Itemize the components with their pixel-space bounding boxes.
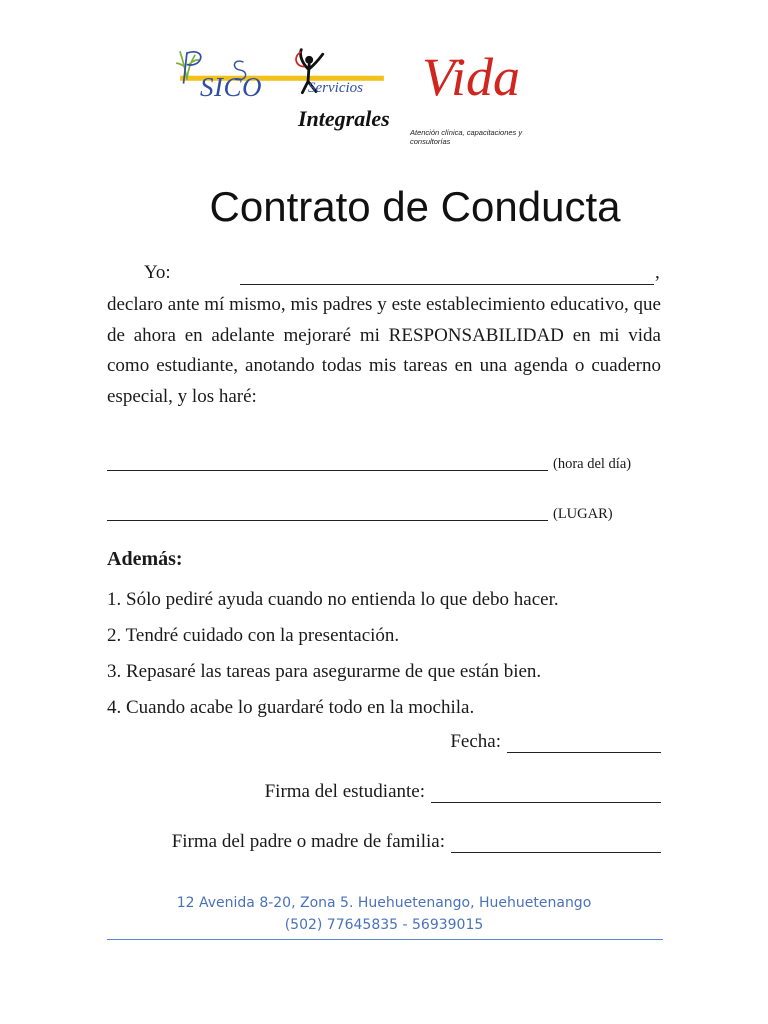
logo-vida-text: Vida [422,47,520,107]
yo-comma: , [655,262,660,283]
logo-tagline: Atención clínica, capacitaciones y consultorías [410,128,523,146]
fecha-blank-line[interactable] [507,732,661,753]
logo-servicios-text: Servicios [308,80,363,96]
commitments-list [107,585,667,729]
declaration-paragraph: declaro ante mí mismo, mis padres y este establecimiento educativo, que de ahora en adelante mejoraré mi RESPONSABILIDAD en mi vida como estudiante, anotando todas mis tareas en una agenda o cuaderno especial, y los haré: [107,294,661,407]
hora-blank-line[interactable] [107,470,548,471]
footer-address: 12 Avenida 8-20, Zona 5. Huehuetenango, Huehuetenango [176,895,592,911]
ademas-heading: Además: [107,548,183,570]
padre-signature-label: Firma del padre o madre de familia: [171,831,445,852]
footer-divider [107,939,663,940]
lugar-blank-line[interactable] [107,520,548,521]
padre-signature-line[interactable] [451,832,661,853]
lugar-blank-row [107,502,667,526]
padre-row [172,831,661,853]
document-title: Contrato de Conducta [209,183,621,230]
hora-blank-row [107,452,667,476]
logo-integrales-text: Integrales [298,106,390,131]
estudiante-signature-label: Firma del estudiante: [264,781,425,802]
list-item: 3. Repasaré las tareas para asegurarme de que están bien. [107,661,542,682]
yo-label: Yo: [144,262,171,283]
estudiante-signature-line[interactable] [431,782,661,803]
fecha-label: Fecha: [450,731,501,752]
fecha-row [450,731,661,753]
logo-psico-text: SICO [200,72,262,102]
name-blank-line[interactable] [240,284,654,285]
lugar-hint: (LUGAR) [553,506,613,522]
company-logo [172,44,552,150]
list-item: 1. Sólo pediré ayuda cuando no entienda lo que debo hacer. [107,589,559,610]
footer [0,892,768,936]
hora-hint: (hora del día) [553,456,632,472]
estudiante-row [265,781,661,803]
list-item: 4. Cuando acabe lo guardaré todo en la mochila. [107,697,475,718]
footer-phones: (502) 77645835 - 56939015 [284,917,484,933]
list-item: 2. Tendré cuidado con la presentación. [107,625,400,646]
